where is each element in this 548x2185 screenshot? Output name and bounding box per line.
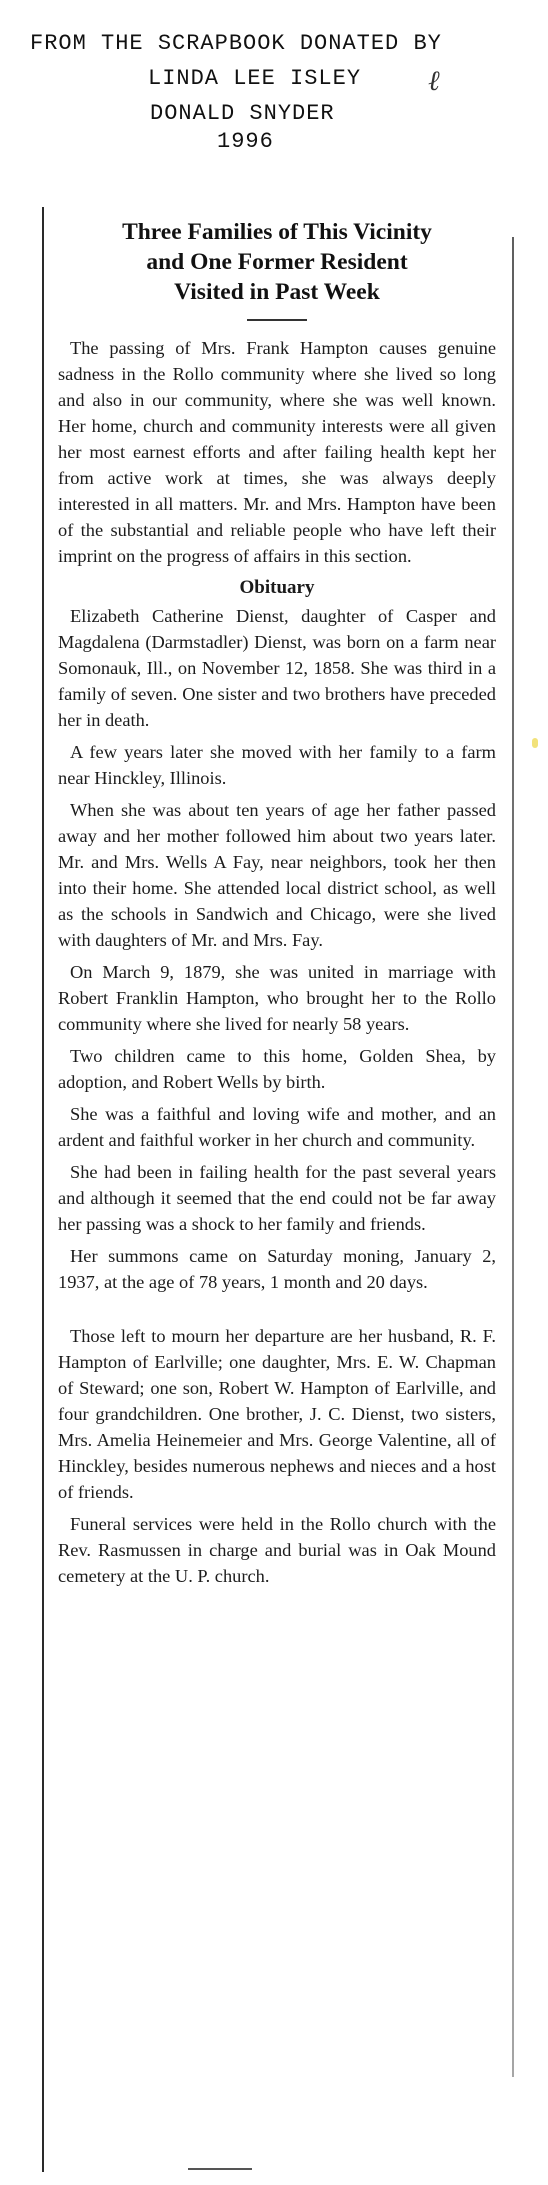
handwritten-mark-icon: ℓ bbox=[428, 64, 440, 97]
obituary-paragraph-health: She had been in failing health for the past several years and although it seemed that the end could not be far away her passing was a shock to her family and friends. bbox=[58, 1162, 496, 1234]
header-donor-name-2: DONALD SNYDER bbox=[150, 101, 335, 126]
highlighter-speck bbox=[532, 738, 538, 748]
obituary-heading: Obituary bbox=[239, 577, 315, 598]
header-year: 1996 bbox=[217, 129, 274, 154]
obituary-paragraph-character: She was a faithful and loving wife and mother, and an ardent and faithful worker in her church and community. bbox=[58, 1104, 496, 1150]
header-donor-name-1: LINDA LEE ISLEY bbox=[148, 66, 362, 91]
obituary-paragraph-death: Her summons came on Saturday moning, January 2, 1937, at the age of 78 years, 1 month and 20 days. bbox=[58, 1246, 496, 1292]
section-gap bbox=[58, 1301, 496, 1323]
headline-line-1: Three Families of This Vicinity bbox=[122, 219, 432, 245]
funeral-paragraph: Funeral services were held in the Rollo church with the Rev. Rasmussen in charge and burial was in Oak Mound cemetery at the U. P. church. bbox=[58, 1514, 496, 1586]
obituary-paragraph-move: A few years later she moved with her family to a farm near Hinckley, Illinois. bbox=[58, 742, 496, 788]
header-donated-by: FROM THE SCRAPBOOK DONATED BY bbox=[30, 31, 442, 56]
obituary-paragraph-children: Two children came to this home, Golden Shea, by adoption, and Robert Wells by birth. bbox=[58, 1046, 496, 1092]
headline-line-3: Visited in Past Week bbox=[174, 279, 380, 305]
headline-line-2: and One Former Resident bbox=[146, 249, 408, 275]
article-headline bbox=[58, 217, 496, 307]
intro-paragraph: The passing of Mrs. Frank Hampton causes genuine sadness in the Rollo community where she lived so long and also in our community, where she was well known. Her home, church and community interests were all given her most earnest efforts and after failing health kept her from active work at times, she was always deeply interested in all matters. Mr. and Mrs. Hampton have been of the substantial and reliable people who have left their imprint on the progress of affairs in this section. bbox=[58, 338, 496, 566]
obituary-paragraph-childhood: When she was about ten years of age her father passed away and her mother followed him about two years later. Mr. and Mrs. Wells A Fay, near neighbors, took her then into their home. She attended local district school, as well as the schools in Sandwich and Chicago, were she lived with daughters of Mr. and Mrs. Fay. bbox=[58, 800, 496, 950]
end-rule bbox=[188, 2168, 252, 2170]
obituary-paragraph-birth: Elizabeth Catherine Dienst, daughter of Casper and Magdalena (Darmstadler) Dienst, was born on a farm near Somonauk, Ill., on November 12, 1858. She was third in a family of seven. One sister and two brothers have preceded her in death. bbox=[58, 606, 496, 730]
obituary-paragraph-marriage: On March 9, 1879, she was united in marriage with Robert Franklin Hampton, who brought her to the Rollo community where she lived for nearly 58 years. bbox=[58, 962, 496, 1034]
headline-divider bbox=[247, 319, 307, 321]
column-divider bbox=[512, 237, 514, 2077]
newspaper-clipping bbox=[42, 207, 512, 2172]
survivors-paragraph: Those left to mourn her departure are her husband, R. F. Hampton of Earlville; one daughter, Mrs. E. W. Chapman of Steward; one son, Robert W. Hampton of Earlville, and four grandchildren. One brother, J. C. Dienst, two sisters, Mrs. Amelia Heinemeier and Mrs. George Valentine, all of Hinckley, besides numerous nephews and nieces and a host of friends. bbox=[58, 1326, 496, 1502]
